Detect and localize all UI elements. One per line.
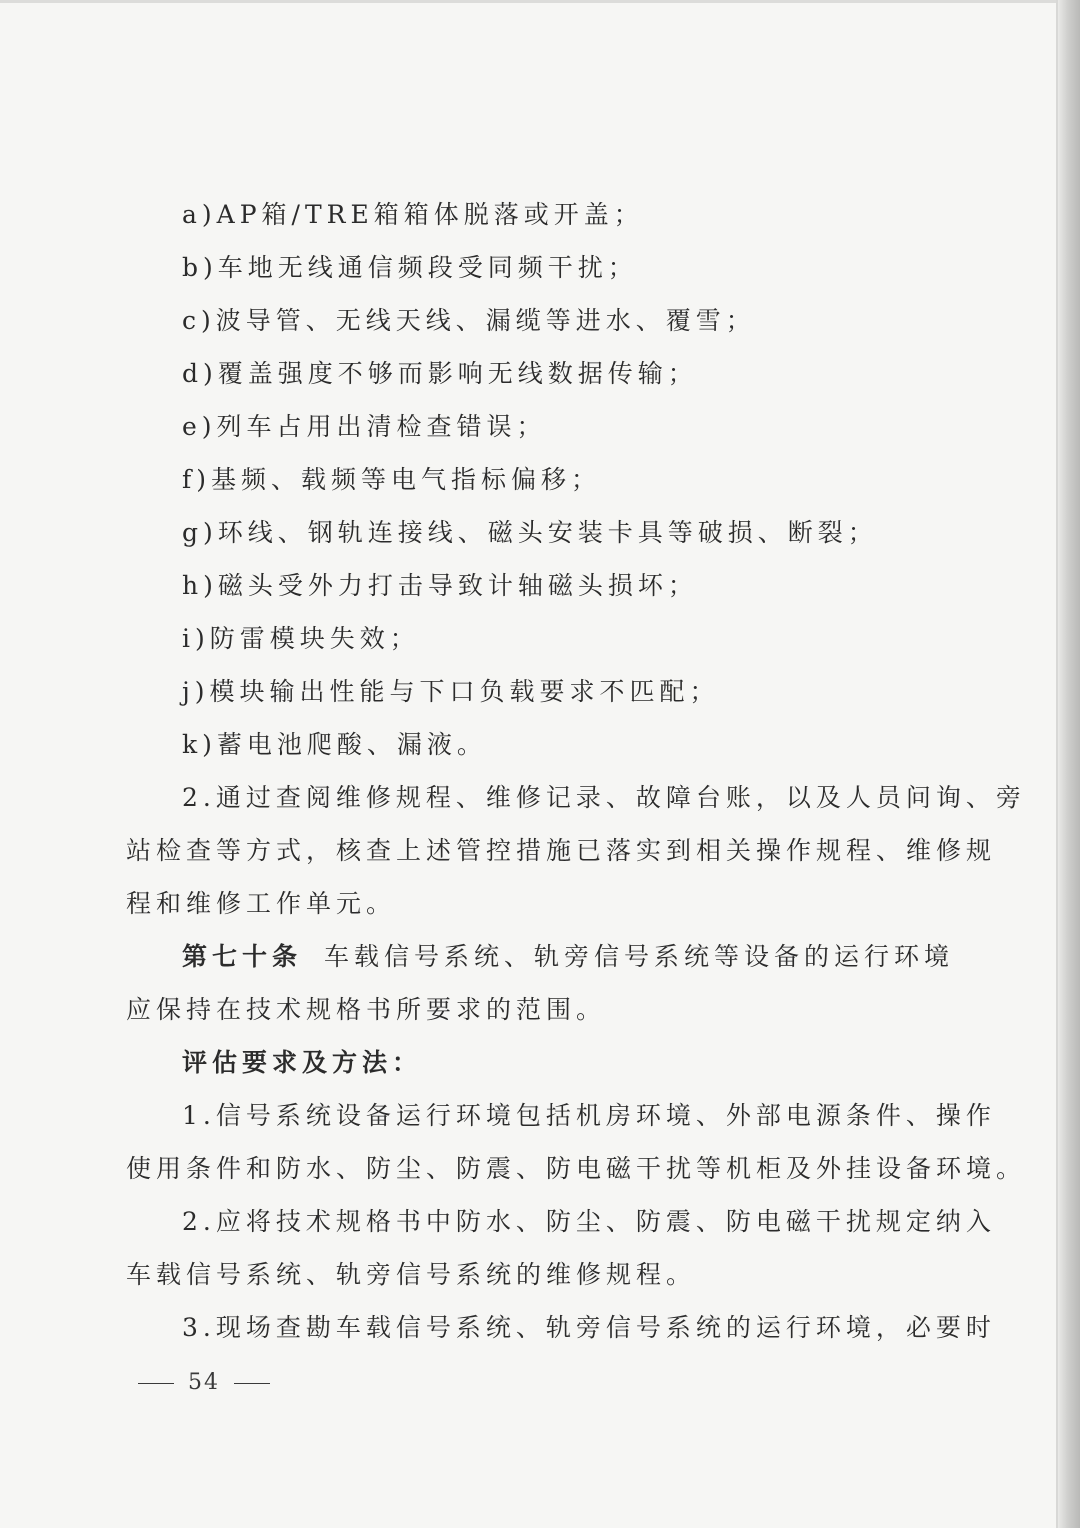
page-number: 54: [188, 1370, 220, 1395]
paragraph-line: 使用条件和防水、防尘、防震、防电磁干扰等机柜及外挂设备环境。: [126, 1154, 1027, 1183]
paragraph-line: 站检查等方式，核查上述管控措施已落实到相关操作规程、维修规: [126, 836, 997, 865]
paragraph-line: 1.信号系统设备运行环境包括机房环境、外部电源条件、操作: [182, 1101, 996, 1130]
paragraph-line: 2.通过查阅维修规程、维修记录、故障台账，以及人员问询、旁: [182, 783, 1026, 812]
list-item: g)环线、钢轨连接线、磁头安装卡具等破损、断裂；: [182, 518, 878, 547]
footer-dash-left: [138, 1383, 174, 1384]
paragraph-line: 2.应将技术规格书中防水、防尘、防震、防电磁干扰规定纳入: [182, 1207, 996, 1236]
list-item: i)防雷模块失效；: [182, 624, 420, 653]
article-text: 车载信号系统、轨旁信号系统等设备的运行环境: [324, 942, 955, 971]
list-item: d)覆盖强度不够而影响无线数据传输；: [182, 359, 698, 388]
article-title: 第七十条: [182, 942, 303, 971]
list-item: j)模块输出性能与下口负载要求不匹配；: [182, 677, 720, 706]
scan-edge-shadow: [1058, 0, 1080, 1528]
paragraph-line: 程和维修工作单元。: [126, 889, 397, 918]
paragraph-line: 车载信号系统、轨旁信号系统的维修规程。: [126, 1260, 697, 1289]
footer-dash-right: [234, 1383, 270, 1384]
list-item: b)车地无线通信频段受同频干扰；: [182, 253, 638, 282]
list-item: c)波导管、无线天线、漏缆等进水、覆雪；: [182, 306, 756, 335]
article-heading-line: [126, 930, 955, 983]
paragraph-line: 应保持在技术规格书所要求的范围。: [126, 995, 607, 1024]
list-item: k)蓄电池爬酸、漏液。: [182, 730, 487, 759]
scan-top-edge: [0, 0, 1058, 3]
page-body: [126, 188, 1027, 1354]
paragraph-line: 3.现场查勘车载信号系统、轨旁信号系统的运行环境，必要时: [182, 1313, 996, 1342]
list-item: e)列车占用出清检查错误；: [182, 412, 547, 441]
list-item: h)磁头受外力打击导致计轴磁头损坏；: [182, 571, 698, 600]
list-item: f)基频、载频等电气指标偏移；: [182, 465, 602, 494]
page-footer: [138, 1370, 270, 1395]
list-item: a)AP箱/TRE箱箱体脱落或开盖；: [182, 200, 644, 229]
section-heading: 评估要求及方法：: [182, 1048, 423, 1077]
